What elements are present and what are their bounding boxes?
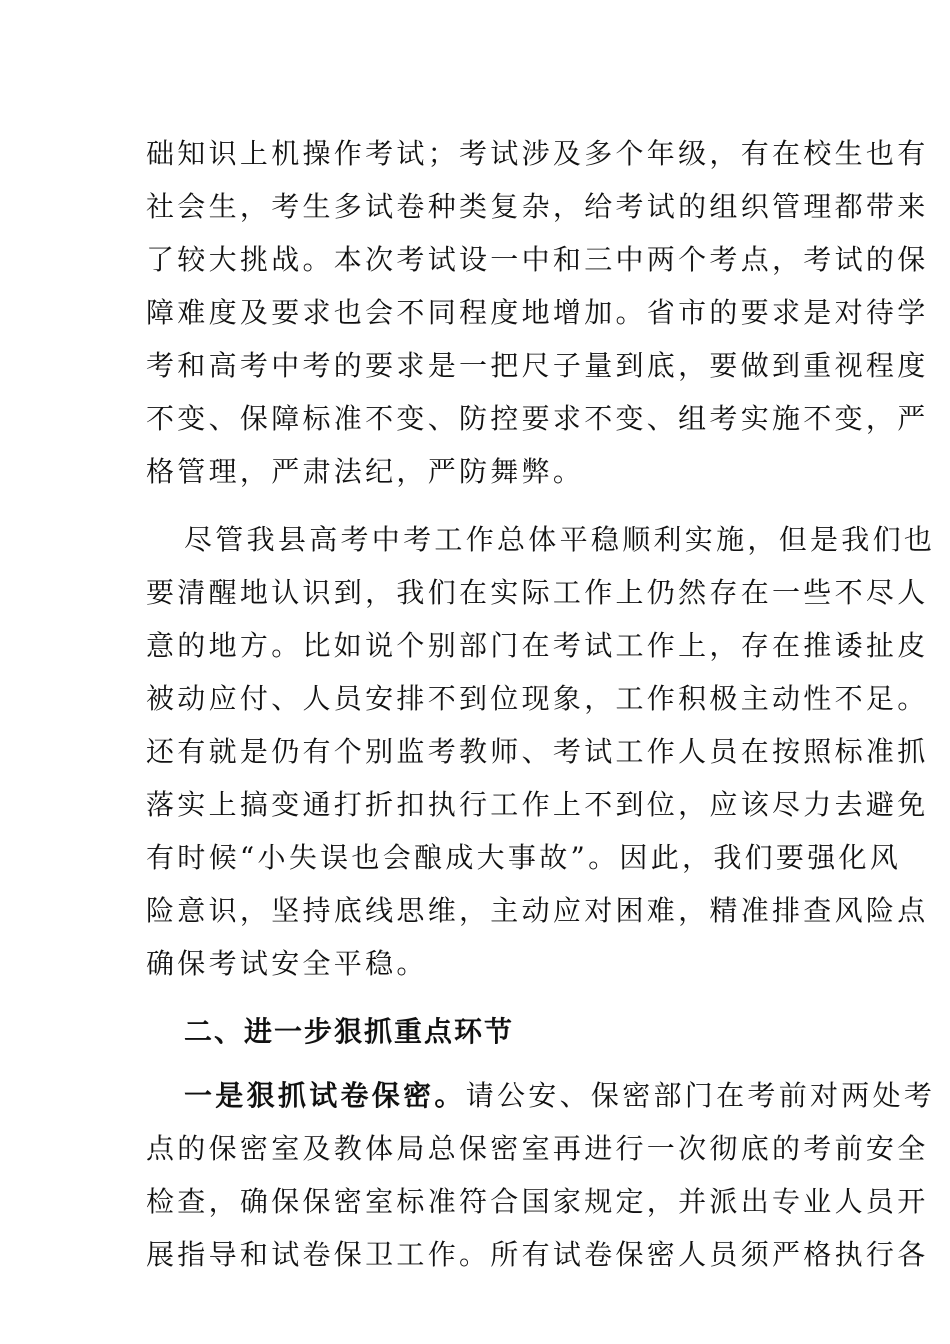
paragraph-line: 确保考试安全平稳。 xyxy=(146,947,428,980)
section-heading: 二、进一步狠抓重点环节 xyxy=(184,1015,515,1048)
paragraph-line: 有时候“小失误也会酿成大事故”。因此，我们要强化风 xyxy=(146,841,902,874)
paragraph-line: 格管理，严肃法纪，严防舞弊。 xyxy=(146,455,585,488)
paragraph-line: 尽管我县高考中考工作总体平稳顺利实施，但是我们也 xyxy=(184,523,936,556)
paragraph-line: 点的保密室及教体局总保密室再进行一次彻底的考前安全 xyxy=(146,1132,929,1165)
paragraph-line: 础知识上机操作考试；考试涉及多个年级，有在校生也有 xyxy=(146,137,929,170)
paragraph-line: 险意识，坚持底线思维，主动应对困难，精准排查风险点 xyxy=(146,894,929,927)
paragraph-first-line xyxy=(184,1070,935,1122)
paragraph-line: 社会生，考生多试卷种类复杂，给考试的组织管理都带来 xyxy=(146,190,929,223)
paragraph-line: 要清醒地认识到，我们在实际工作上仍然存在一些不尽人 xyxy=(146,576,929,609)
paragraph-lead-rest: 请公安、保密部门在考前对两处考 xyxy=(465,1079,936,1112)
paragraph-line: 障难度及要求也会不同程度地增加。省市的要求是对待学 xyxy=(146,296,929,329)
paragraph-line: 落实上搞变通打折扣执行工作上不到位，应该尽力去避免 xyxy=(146,788,929,821)
paragraph-line: 考和高考中考的要求是一把尺子量到底，要做到重视程度 xyxy=(146,349,929,382)
paragraph-line: 被动应付、人员安排不到位现象，工作积极主动性不足。 xyxy=(146,682,929,715)
paragraph-line: 展指导和试卷保卫工作。所有试卷保密人员须严格执行各 xyxy=(146,1238,929,1271)
paragraph-line: 意的地方。比如说个别部门在考试工作上，存在推诿扯皮 xyxy=(146,629,929,662)
paragraph-line: 检查，确保保密室标准符合国家规定，并派出专业人员开 xyxy=(146,1185,929,1218)
paragraph-line: 还有就是仍有个别监考教师、考试工作人员在按照标准抓 xyxy=(146,735,929,768)
paragraph-lead: 一是狠抓试卷保密。 xyxy=(184,1079,466,1112)
paragraph-line: 不变、保障标准不变、防控要求不变、组考实施不变，严 xyxy=(146,402,929,435)
paragraph-line: 了较大挑战。本次考试设一中和三中两个考点，考试的保 xyxy=(146,243,929,276)
